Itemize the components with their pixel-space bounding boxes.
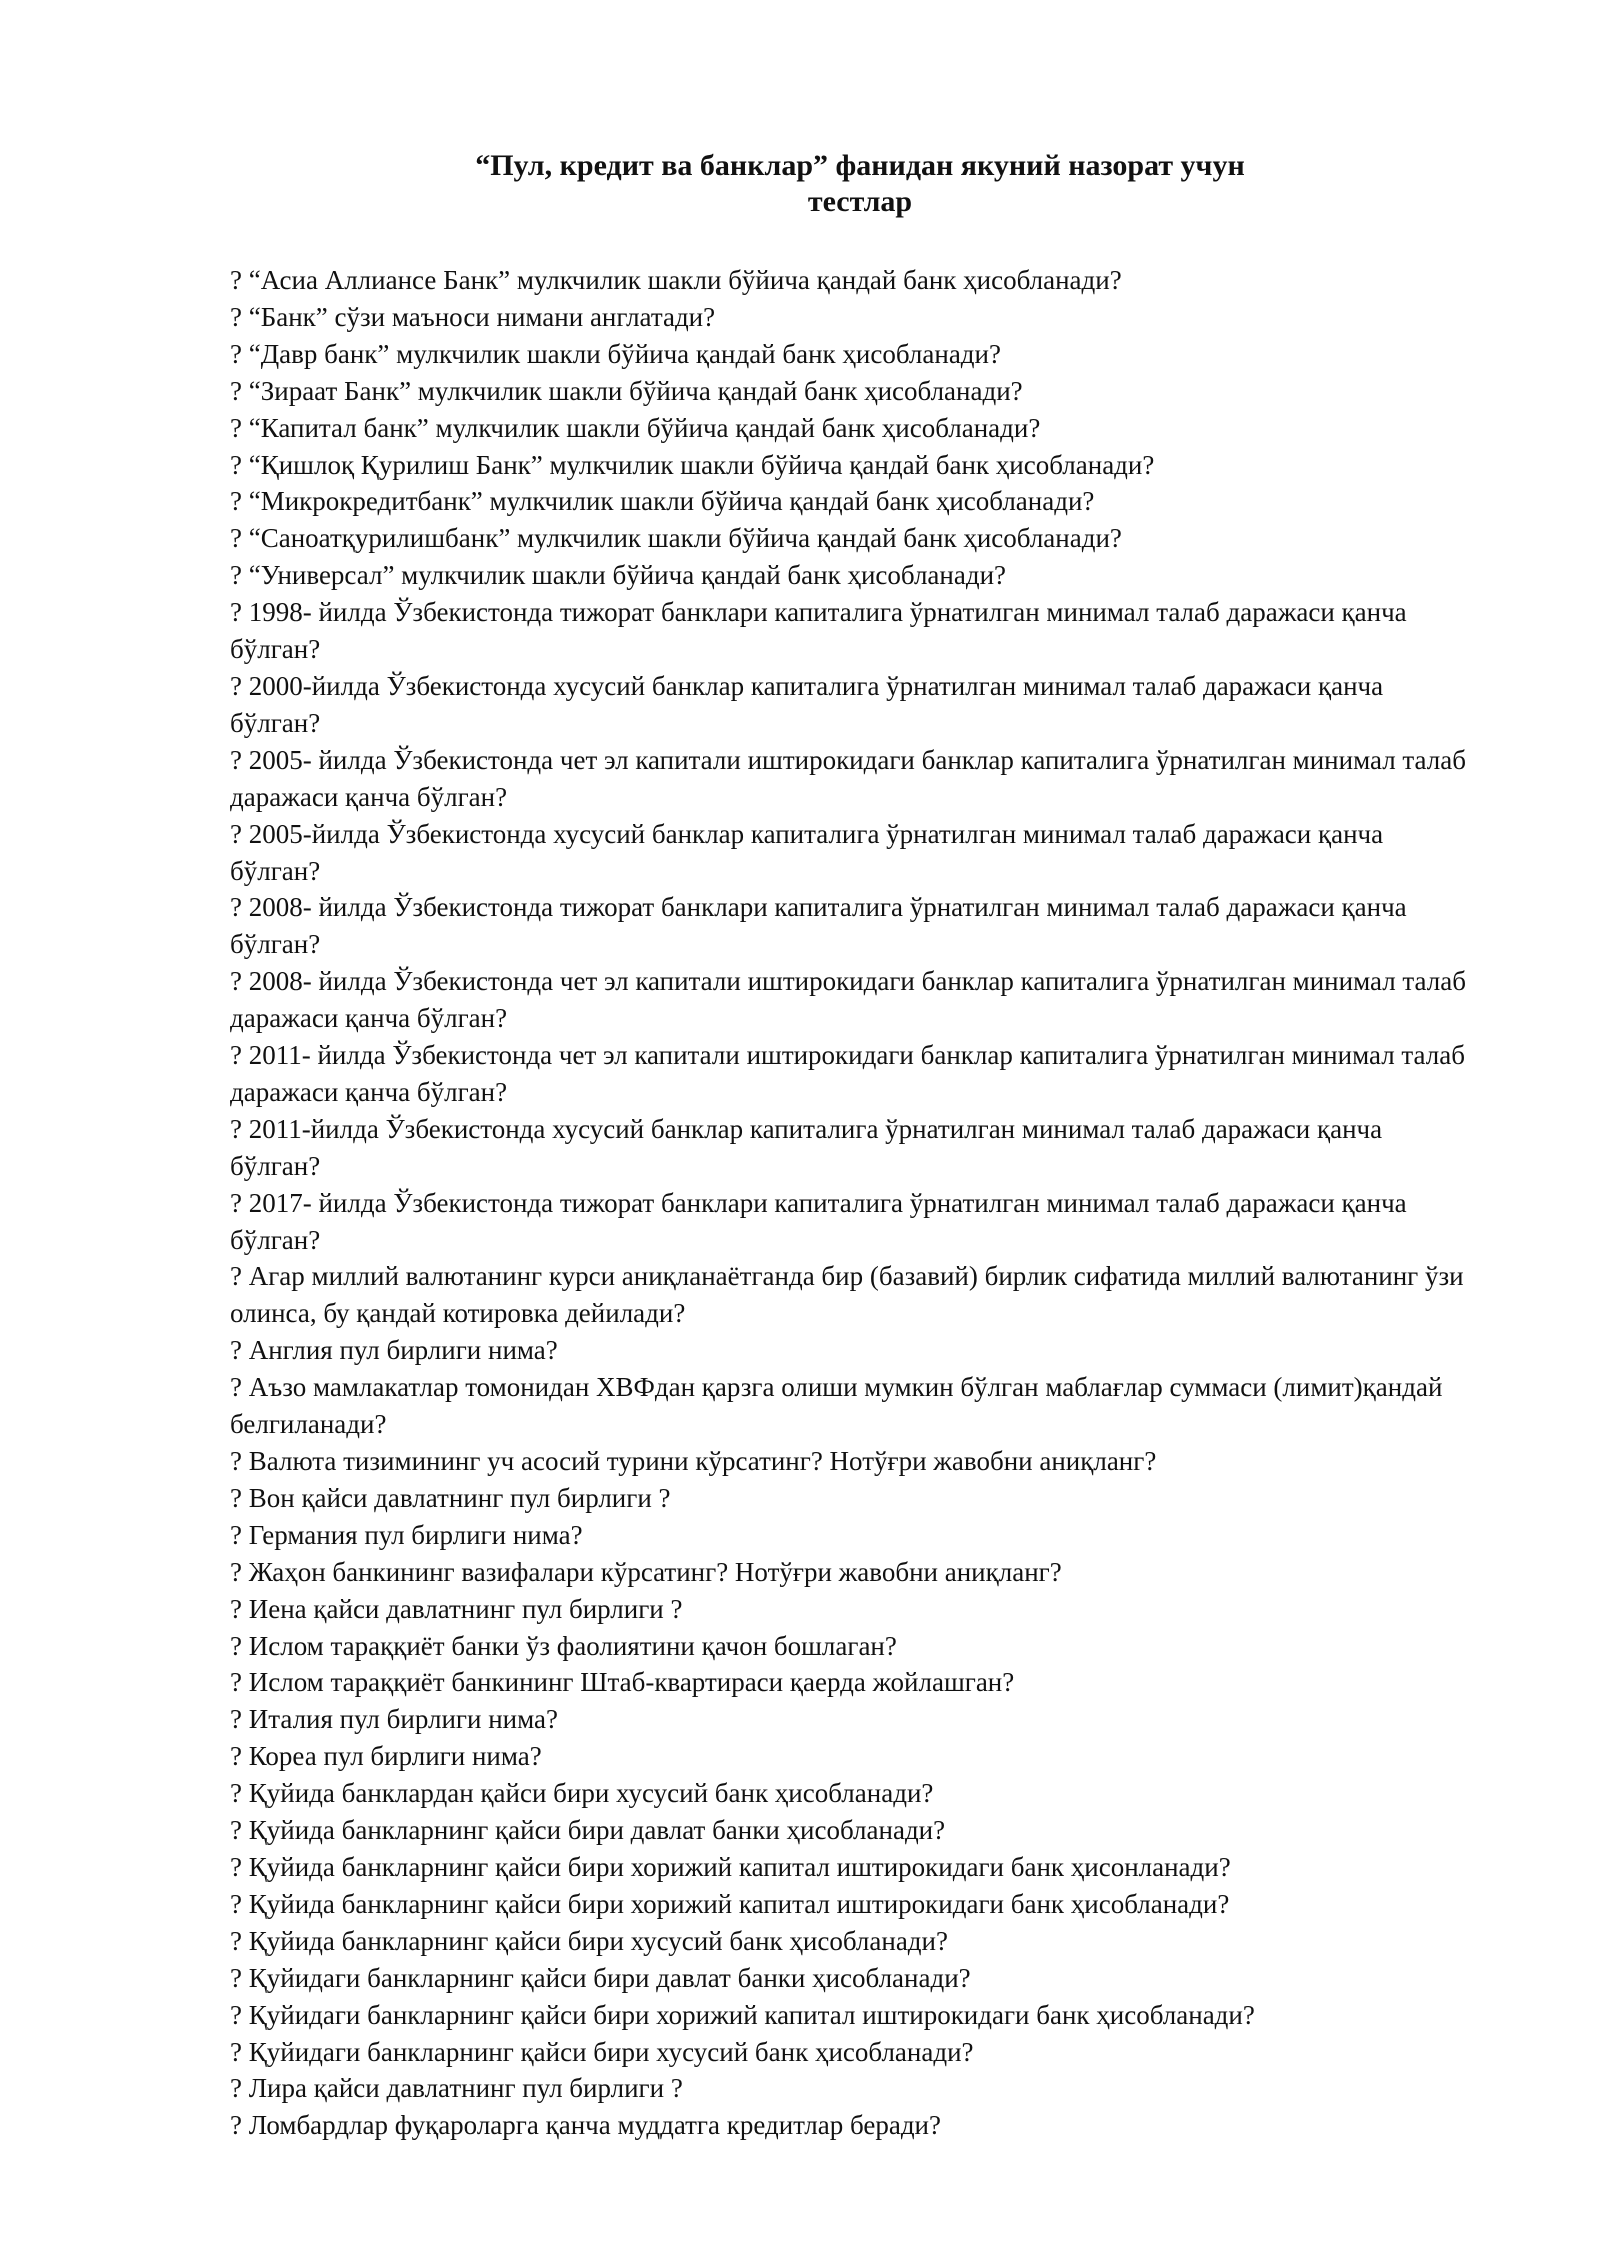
question-item: ? Ислом тараққиёт банки ўз фаолиятини қачон бошлаган? [230,1630,897,1661]
question-item: ? Қуйида банклардан қайси бири хусусий банк ҳисобланади? [230,1778,934,1809]
question-item: ? 2005- йилда Ўзбекистонда чет эл капитали иштирокидаги банклар капиталига ўрнатилган минимал талаб даражаси қанча бўлган? [230,744,1466,812]
document-title [230,148,1490,220]
question-item: ? “Давр банк” мулкчилик шакли бўйича қандай банк ҳисобланади? [230,338,1001,369]
question-item: ? “Саноатқурилишбанк” мулкчилик шакли бўйича қандай банк ҳисобланади? [230,523,1122,554]
question-item: ? Валюта тизимининг уч асосий турини кўрсатинг? Нотўғри жавобни аниқланг? [230,1446,1157,1476]
question-item: ? Қуйида банкларнинг қайси бири давлат банки ҳисобланади? [230,1815,946,1846]
question-item: ? “Қишлоқ Қурилиш Банк” мулкчилик шакли бўйича қандай банк ҳисобланади? [230,449,1155,480]
question-item: ? Жаҳон банкининг вазифалари кўрсатинг? Нотўғри жавобни аниқланг? [230,1556,1062,1587]
question-item: ? “Микрокредитбанк” мулкчилик шакли бўйича қандай банк ҳисобланади? [230,486,1095,517]
question-item: ? “Капитал банк” мулкчилик шакли бўйича қандай банк ҳисобланади? [230,412,1041,443]
question-item: ? 1998- йилда Ўзбекистонда тижорат банклари капиталига ўрнатилган минимал талаб даражаси қанча бўлган? [230,597,1407,665]
question-item: ? Қуйидаги банкларнинг қайси бири давлат банки ҳисобланади? [230,1962,971,1993]
question-item: ? 2011- йилда Ўзбекистонда чет эл капитали иштирокидаги банклар капиталига ўрнатилган минимал талаб даражаси қанча бўлган? [230,1040,1465,1107]
question-item: ? Қуйидаги банкларнинг қайси бири хусусий банк ҳисобланади? [230,2036,974,2067]
question-item: ? “Универсал” мулкчилик шакли бўйича қандай банк ҳисобланади? [230,560,1007,591]
question-item: ? Ислом тараққиёт банкининг Штаб-квартираси қаерда жойлашган? [230,1667,1015,1698]
question-item: ? “Асиа Аллиансе Банк” мулкчилик шакли бўйича қандай банк ҳисобланади? [230,265,1122,295]
question-item: ? Қуйида банкларнинг қайси бири хорижий капитал иштирокидаги банк ҳисобланади? [230,1888,1230,1919]
document-title-line-1: “Пул, кредит ва банклар” фанидан якуний назорат учун [475,149,1245,182]
question-item: ? Қуйида банкларнинг қайси бири хорижий капитал иштирокидаги банк ҳисонланади? [230,1851,1231,1882]
question-item: ? Ломбардлар фуқароларга қанча муддатга кредитлар беради? [230,2110,941,2141]
question-item: ? 2000-йилда Ўзбекистонда хусусий банклар капиталига ўрнатилган минимал талаб даражаси қанча бўлган? [230,670,1384,738]
question-item: ? 2005-йилда Ўзбекистонда хусусий банклар капиталига ўрнатилган минимал талаб даражаси қанча бўлган? [230,818,1384,886]
question-item: ? Италия пул бирлиги нима? [230,1704,558,1735]
question-item: ? Аъзо мамлакатлар томонидан ХВФдан қарзга олиши мумкин бўлган маблағлар суммаси (лимит)қандай белгиланади? [230,1372,1443,1440]
question-item: ? Қуйида банкларнинг қайси бири хусусий банк ҳисобланади? [230,1925,948,1956]
question-item: ? 2017- йилда Ўзбекистонда тижорат банклари капиталига ўрнатилган минимал талаб даражаси қанча бўлган? [230,1187,1407,1255]
question-item: ? “Банк” сўзи маъноси нимани англатади? [230,301,716,332]
question-item: ? Қуйидаги банкларнинг қайси бири хорижий капитал иштирокидаги банк ҳисобланади? [230,1999,1255,2030]
question-list [230,262,1470,2144]
question-item: ? “Зираат Банк” мулкчилик шакли бўйича қандай банк ҳисобланади? [230,375,1023,406]
document-title-line-2: тестлар [807,185,913,218]
question-item: ? Агар миллий валютанинг курси аниқланаётганда бир (базавий) бирлик сифатида миллий валютанинг ўзи олинса, бу қандай котировка дейилади? [230,1261,1464,1329]
question-item: ? Англия пул бирлиги нима? [230,1335,558,1366]
question-item: ? Иена қайси давлатнинг пул бирлиги ? [230,1593,683,1624]
question-item: ? Лира қайси давлатнинг пул бирлиги ? [230,2073,683,2104]
question-item: ? Кореа пул бирлиги нима? [230,1741,542,1772]
question-item: ? Вон қайси давлатнинг пул бирлиги ? [230,1482,671,1513]
question-item: ? 2011-йилда Ўзбекистонда хусусий банклар капиталига ўрнатилган минимал талаб даражаси қанча бўлган? [230,1113,1383,1181]
question-item: ? 2008- йилда Ўзбекистонда тижорат банклари капиталига ўрнатилган минимал талаб даражаси қанча бўлган? [230,892,1407,960]
question-item: ? 2008- йилда Ўзбекистонда чет эл капитали иштирокидаги банклар капиталига ўрнатилган минимал талаб даражаси қанча бўлган? [230,966,1466,1034]
question-item: ? Германия пул бирлиги нима? [230,1519,583,1550]
